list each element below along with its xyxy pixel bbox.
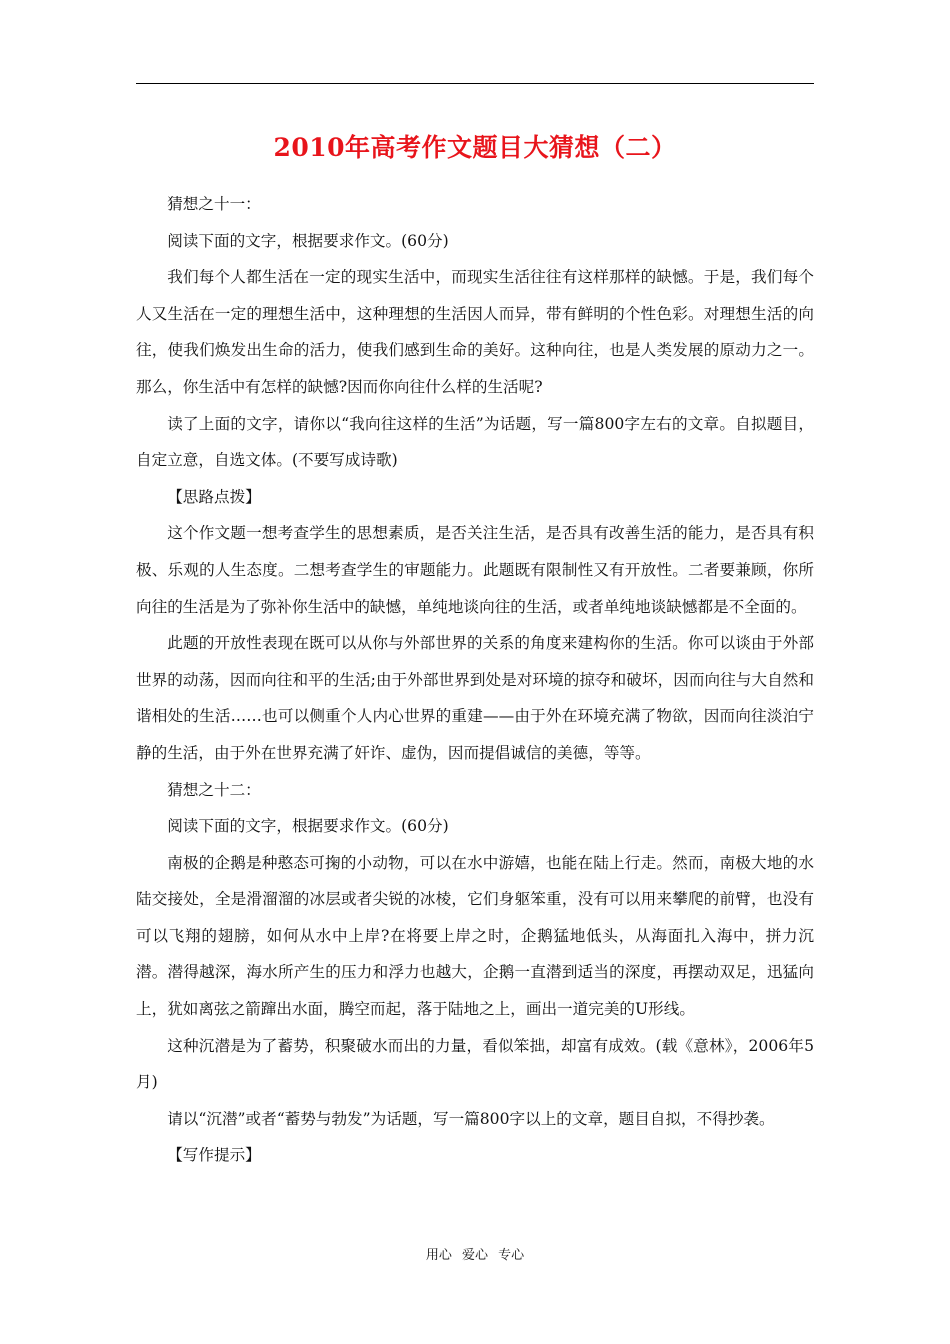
body-paragraph: 南极的企鹅是种憨态可掬的小动物，可以在水中游嬉，也能在陆上行走。然而，南极大地的水陆交接处，全是滑溜溜的冰层或者尖锐的冰棱，它们身躯笨重，没有可以用来攀爬的前臂，也没有可以飞翔的翅膀，如何从水中上岸?在将要上岸之时，企鹅猛地低头，从海面扎入海中，拼力沉潜。潜得越深，海水所产生的压力和浮力也越大，企鹅一直潜到适当的深度，再摆动双足，迅猛向上，犹如离弦之箭蹿出水面，腾空而起，落于陆地之上，画出一道完美的U形线。 (136, 853, 814, 1019)
document-title: 2010年高考作文题目大猜想（二） (273, 133, 677, 162)
body-paragraph: 这个作文题一想考查学生的思想素质，是否关注生活，是否具有改善生活的能力，是否具有积极、乐观的人生态度。二想考查学生的审题能力。此题既有限制性又有开放性。二者要兼顾，你所向往的生活是为了弥补你生活中的缺憾，单纯地谈向往的生活，或者单纯地谈缺憾都是不全面的。 (136, 524, 814, 616)
section-heading: 猜想之十一： (167, 195, 261, 213)
instruction: 阅读下面的文字，根据要求作文。(60分) (167, 231, 449, 250)
subheading: 【写作提示】 (167, 1146, 261, 1165)
body-paragraph: 我们每个人都生活在一定的现实生活中，而现实生活往往有这样那样的缺憾。于是，我们每个人又生活在一定的理想生活中，这种理想的生活因人而异，带有鲜明的个性色彩。对理想生活的向往，使我们焕发出生命的活力，使我们感到生命的美好。这种向往，也是人类发展的原动力之一。那么，你生活中有怎样的缺憾?因而你向往什么样的生活呢? (136, 268, 814, 396)
subheading: 【思路点拨】 (167, 487, 261, 506)
document-body (136, 186, 814, 1174)
page-footer: 用心 爱心 专心 (425, 1248, 525, 1263)
instruction: 阅读下面的文字，根据要求作文。(60分) (167, 817, 449, 836)
body-paragraph: 请以“沉潜”或者“蓄势与勃发”为话题，写一篇800字以上的文章，题目自拟，不得抄袭。 (167, 1109, 775, 1128)
body-paragraph: 此题的开放性表现在既可以从你与外部世界的关系的角度来建构你的生活。你可以谈由于外部世界的动荡，因而向往和平的生活;由于外部世界到处是对环境的掠夺和破坏，因而向往与大自然和谐相处的生活……也可以侧重个人内心世界的重建——由于外在环境充满了物欲，因而向往淡泊宁静的生活，由于外在世界充满了奸诈、虚伪，因而提倡诚信的美德，等等。 (136, 634, 814, 762)
body-paragraph: 读了上面的文字，请你以“我向往这样的生活”为话题，写一篇800字左右的文章。自拟题目，自定立意，自选文体。(不要写成诗歌) (136, 414, 814, 470)
header-rule (136, 83, 814, 84)
body-paragraph: 这种沉潜是为了蓄势，积聚破水而出的力量，看似笨拙，却富有成效。(载《意林》，2006年5月) (136, 1036, 814, 1092)
section-heading: 猜想之十二： (167, 780, 261, 799)
